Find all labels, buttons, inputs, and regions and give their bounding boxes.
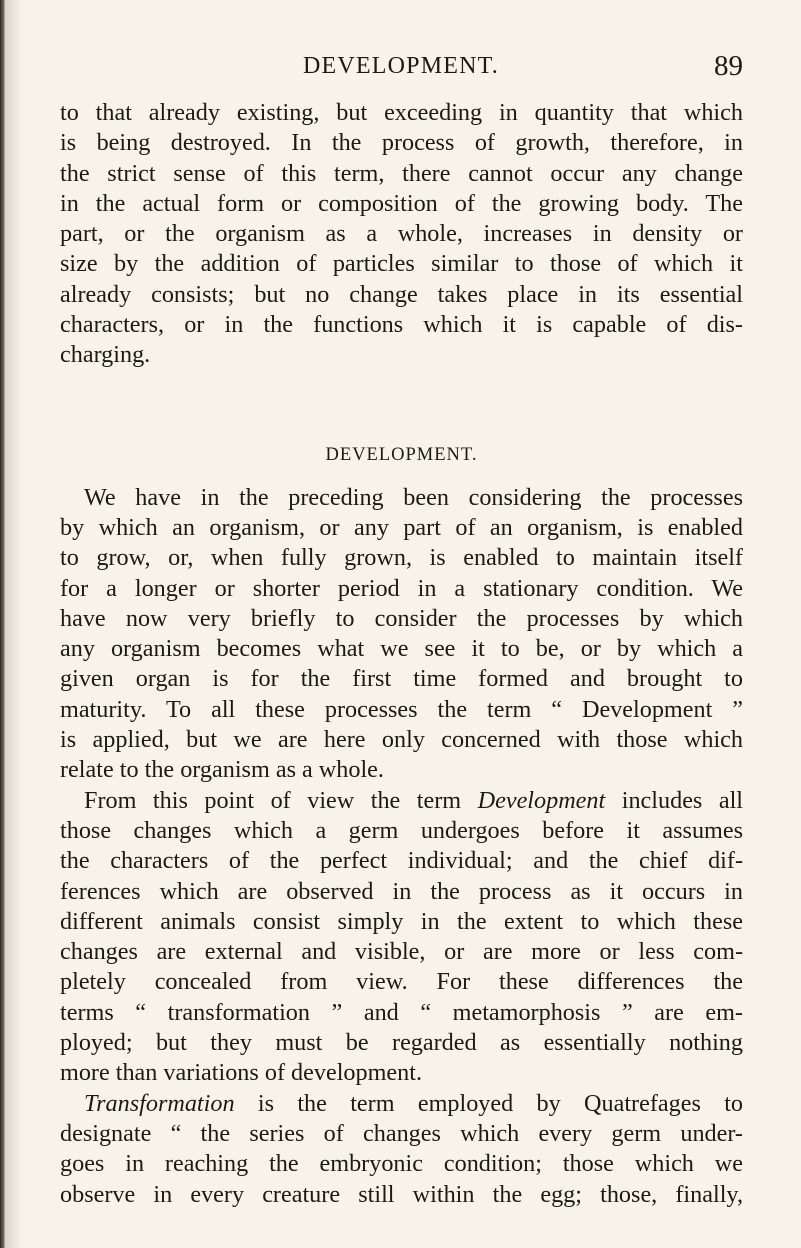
text-line: changes are external and visible, or are more or less com- [60,938,743,966]
text-line: the characters of the perfect individual; and the chief dif- [60,847,743,875]
paragraph-development-intro [60,483,743,786]
paragraph-growth-conclusion [60,98,743,371]
text-line: characters, or in the functions which it is capable of dis- [60,311,743,339]
text-line: ployed; but they must be regarded as essentially nothing [60,1029,743,1057]
text-line: the strict sense of this term, there cannot occur any change [60,159,743,187]
text-segment: From this point of view the term [84,786,462,814]
text-line: part, or the organism as a whole, increases in density or [60,220,743,248]
text-line: have now very briefly to consider the processes by which [60,604,743,632]
italic-term: Development [477,786,606,814]
text-line: designate “ the series of changes which every germ under- [60,1119,743,1147]
text-line: by which an organism, or any part of an organism, is enabled [60,513,743,541]
text-line: charging. [60,341,151,369]
text-line: those changes which a germ undergoes before it assumes [60,816,743,844]
text-line [60,786,743,816]
heading-spacing [60,470,743,483]
text-line: for a longer or shorter period in a stationary condition. We [60,574,743,602]
running-head: DEVELOPMENT. [303,53,499,79]
text-line: ferences which are observed in the process as it occurs in [60,877,743,905]
text-line: given organ is for the first time formed and brought to [60,665,743,693]
text-line: We have in the preceding been considering the processes [84,483,743,511]
text-line: any organism becomes what we see it to be, or by which a [60,635,743,663]
text-line: to grow, or, when fully grown, is enabled to maintain itself [60,544,743,572]
text-line: in the actual form or composition of the growing body. The [60,189,743,217]
text-line: more than variations of development. [60,1059,423,1087]
page-gutter-shadow [6,0,22,1248]
text-line: size by the addition of particles similar to those of which it [60,250,743,278]
section-spacing [60,371,743,440]
paragraph-transformation [60,1089,743,1210]
page-header [60,49,743,83]
text-line: is being destroyed. In the process of growth, therefore, in [60,129,743,157]
text-line: different animals consist simply in the extent to which these [60,907,743,935]
text-line: pletely concealed from view. For these differences the [60,968,743,996]
text-line: already consists; but no change takes place in its essential [60,280,743,308]
italic-term: Transformation [84,1089,235,1117]
text-segment: includes all [621,786,744,814]
text-line: terms “ transformation ” and “ metamorphosis ” are em- [60,998,743,1026]
text-line: is applied, but we are here only concerned with those which [60,726,743,754]
page-body [60,98,743,1210]
text-line: relate to the organism as a whole. [60,756,384,784]
text-line: goes in reaching the embryonic condition; those which we [60,1150,743,1178]
text-line: maturity. To all these processes the term “ Development ” [60,695,743,723]
text-line: observe in every creature still within the egg; those, finally, [60,1180,743,1208]
page-number: 89 [714,50,743,82]
text-line: to that already existing, but exceeding in quantity that which [60,99,743,126]
text-segment: is the term employed by Quatrefages to [257,1089,744,1117]
section-heading: DEVELOPMENT. [325,444,478,465]
text-line [60,1089,743,1119]
paragraph-development-definition [60,786,743,1089]
